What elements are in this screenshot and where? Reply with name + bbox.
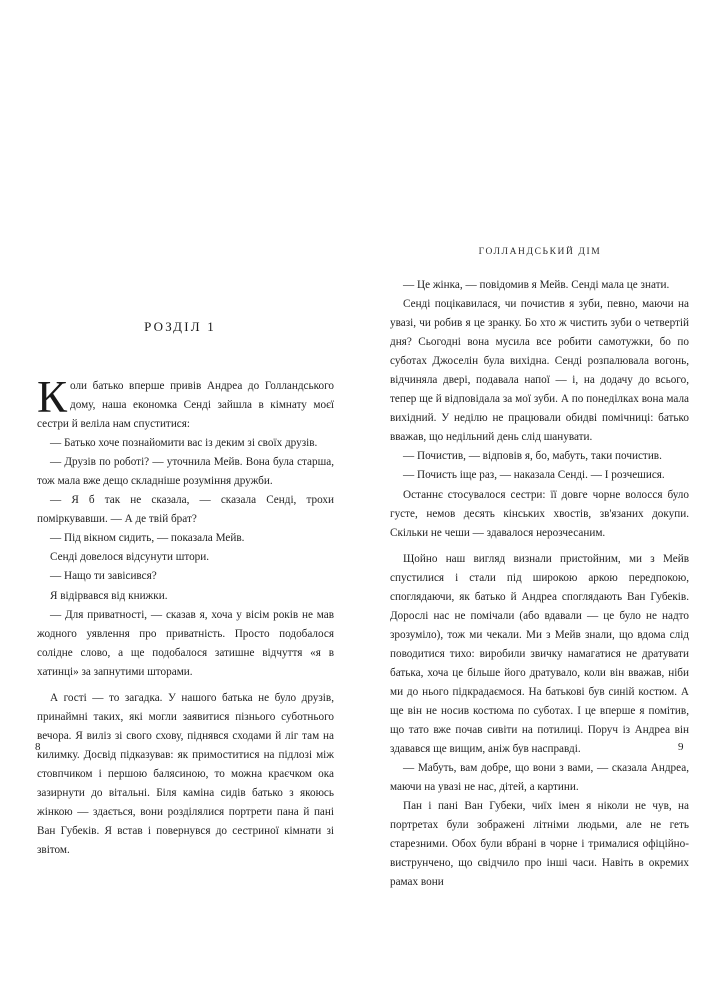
chapter-title: РОЗДІЛ 1 <box>144 319 216 334</box>
paragraph: — Почистив, — відповів я, бо, мабуть, таки почистив. <box>403 450 662 463</box>
opening-paragraph <box>37 372 334 434</box>
paragraph: — Це жінка, — повідомив я Мейв. Сенді мала це знати. <box>403 279 670 291</box>
paragraph: Щойно наш вигляд визнали пристойним, ми з Мейв спустилися і стали під широкою аркою передпокою, споглядаючи, як батько й Андреа споглядають Ван Губеків. Дорослі нас не помічали (або вдавали — це було не надто зрозуміло), тож ми чекали. Ми з Мейв знали, що вдома слід поводитися тихо: виробили звичку намагатися не дратувати батька, хоча це більше його дратувало, коли він вважав, ніби ми до нього підкрадаємося. На батькові був синій костюм. А ще він не носив костюма по суботах. І це вперше я помітив, що тато вже почав сивіти на потилиці. Поруч із Андреа він здавався ще вищим, аніж був насправді. <box>390 552 689 756</box>
right-page-text <box>390 276 689 893</box>
paragraph: — Для приватності, — сказав я, хоча у вісім років не мав жодного уявлення про приватність. Просто подобалося солідне слово, а ще подобалося затишне відчуття «я в хатинці» за запнутими шторами. <box>37 608 334 678</box>
left-page-text <box>37 372 334 860</box>
paragraph: — Мабуть, вам добре, що вони з вами, — сказала Андреа, маючи на увазі не нас, дітей, а картини. <box>390 762 689 794</box>
drop-cap: К <box>37 372 68 422</box>
paragraph: А гості — то загадка. У нашого батька не було друзів, принаймні таких, які могли заявитися пізнього суботнього вечора. Я виліз зі свого схову, піднявся сходами й ліг там на килимку. Досвід підказував: як примоститися на підлозі між стовпчиком і першою балясиною, то можна краєчком ока зазирнути до вітальні. Біля каміна сидів батько з якоюсь жінкою — здається, вони розділялися портрети пана й пані Ван Губеків. Я встав і повернувся до сестриної кімнати зі звітом. <box>37 691 334 857</box>
right-page <box>360 0 720 1000</box>
paragraph: — Батько хоче познайомити вас із деким зі своїх друзів. <box>50 437 318 450</box>
paragraph: — Нащо ти завісився? <box>50 570 157 583</box>
paragraph: — Під вікном сидить, — показала Мейв. <box>50 532 245 545</box>
running-head: ГОЛЛАНДСЬКИЙ ДІМ <box>478 247 602 257</box>
paragraph: — Я б так не сказала, — сказала Сенді, трохи поміркувавши. — А де твій брат? <box>37 494 334 526</box>
paragraph: Останнє стосувалося сестри: її довге чорне волосся було густе, немов десять кінських хвостів, зв'язаних докупи. Скільки не чеши — здавалося нерозчесаним. <box>390 488 689 539</box>
paragraph: Я відірвався від книжки. <box>50 589 168 602</box>
page-number: 8 <box>35 741 41 753</box>
paragraph: Сенді довелося відсунути штори. <box>50 551 210 564</box>
paragraph: Пан і пані Ван Губеки, чиїх імен я ніколи не чув, на портретах були зображені літніми людьми, але не геть старезними. Обох були вбрані в чорне і трималися офіційно-виструнчено, що свідчило про інші часи. Навіть в окремих рамах вони <box>390 800 689 889</box>
paragraph: — Друзів по роботі? — уточнила Мейв. Вона була старша, тож мала вже дещо складніше розуміння дружби. <box>37 456 334 488</box>
opening-paragraph-text: оли батько вперше привів Андреа до Голландського дому, наша економка Сенді зайшла в кімнату моєї сестри й веліла нам спуститися: <box>37 380 334 431</box>
page-number: 9 <box>678 741 684 753</box>
paragraph: Сенді поцікавилася, чи почистив я зуби, певно, маючи на увазі, чи робив я це зранку. Бо хто ж чистить зуби о четвертій дня? Сьогодні вона мусила все робити самотужки, бо по суботах Джоселін була вихідна. Сенді розпалювала вогонь, відчиняла двері, подавала напої — і, на додачу до всього, тепер ще й відповідала за мої зуби. А по понеділках вона мала вихідний. У неділю не працювали обидві помічниці: батько вважав, що недільний день слід шанувати. <box>390 298 689 444</box>
paragraph: — Почисть іще раз, — наказала Сенді. — І розчешися. <box>403 469 665 482</box>
